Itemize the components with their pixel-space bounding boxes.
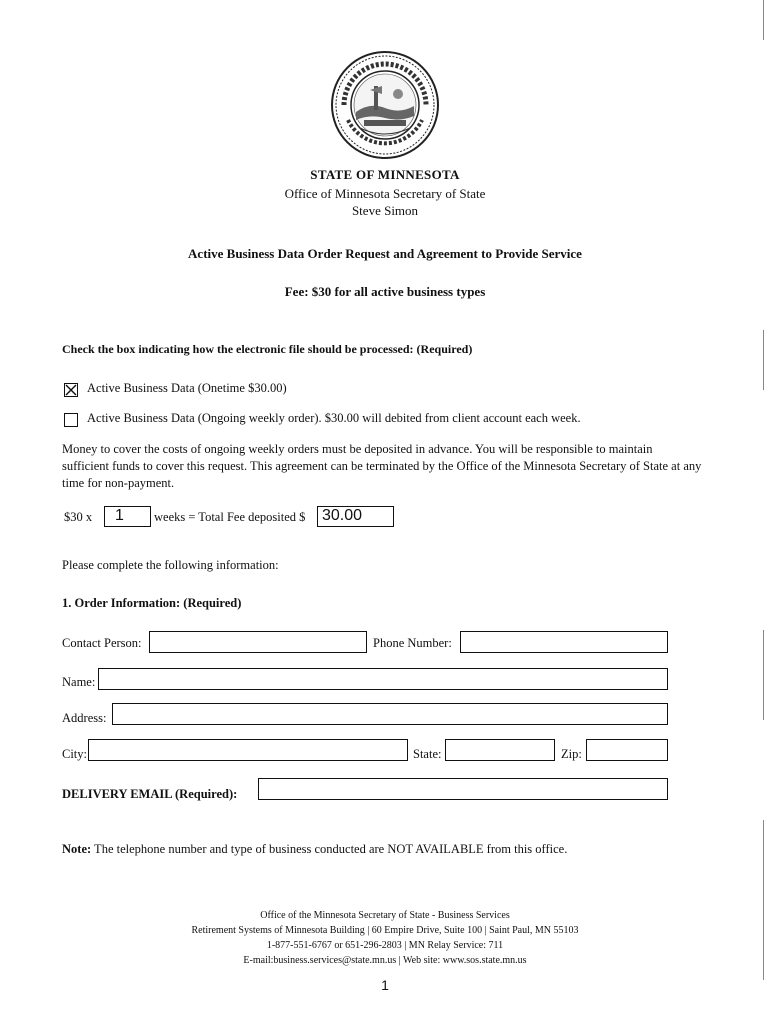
name-input[interactable] <box>98 668 668 690</box>
weeks-value: 1 <box>115 507 124 524</box>
page-number: 1 <box>381 977 389 993</box>
onetime-option-label: Active Business Data (Onetime $30.00) <box>87 381 287 395</box>
ongoing-checkbox[interactable] <box>64 413 78 427</box>
city-label: City: <box>62 747 88 761</box>
delivery-email-input[interactable] <box>258 778 668 800</box>
secretary-name: Steve Simon <box>351 203 419 218</box>
state-label: State: <box>413 747 442 761</box>
address-label: Address: <box>62 711 107 725</box>
zip-label: Zip: <box>561 747 582 761</box>
calc-prefix: $30 x <box>64 510 93 524</box>
weeks-input[interactable] <box>104 506 151 527</box>
ongoing-option-label: Active Business Data (Ongoing weekly order). $30.00 will debited from client account each week. <box>87 411 581 425</box>
order-info-heading: 1. Order Information: (Required) <box>62 596 242 610</box>
footer-address: Retirement Systems of Minnesota Building | 60 Empire Drive, Suite 100 | Saint Paul, MN 55103 <box>191 925 579 936</box>
scan-edge-mark <box>763 0 764 40</box>
scan-edge-mark <box>763 820 764 980</box>
availability-note <box>62 842 567 857</box>
onetime-checkbox[interactable] <box>64 383 78 397</box>
phone-number-input[interactable] <box>460 631 668 653</box>
city-input[interactable] <box>88 739 408 761</box>
scan-edge-mark <box>763 630 764 720</box>
state-name: STATE OF MINNESOTA <box>310 167 460 182</box>
total-fee-value: 30.00 <box>322 507 363 524</box>
form-title: Active Business Data Order Request and Agreement to Provide Service <box>188 246 582 261</box>
total-fee-input[interactable] <box>317 506 394 527</box>
state-seal-emblem <box>330 50 440 160</box>
note-text: The telephone number and type of business conducted are NOT AVAILABLE from this office. <box>91 842 568 856</box>
footer-contact: E-mail:business.services@state.mn.us | Web site: www.sos.state.mn.us <box>243 955 527 966</box>
delivery-email-label: DELIVERY EMAIL (Required): <box>62 787 238 801</box>
office-name: Office of Minnesota Secretary of State <box>284 186 486 201</box>
payment-terms-paragraph: Money to cover the costs of ongoing weekly orders must be deposited in advance. You will be responsible to maintain sufficient funds to cover this request. This agreement can be terminated by the Office of the Minnesota Secretary of State at any time for non-payment. <box>62 442 702 490</box>
footer-office: Office of the Minnesota Secretary of State - Business Services <box>260 910 510 921</box>
zip-input[interactable] <box>586 739 668 761</box>
contact-person-input[interactable] <box>149 631 367 653</box>
check-x-icon <box>65 384 77 396</box>
state-input[interactable] <box>445 739 555 761</box>
footer-phone: 1-877-551-6767 or 651-296-2803 | MN Relay Service: 711 <box>266 940 504 951</box>
complete-prompt: Please complete the following information: <box>62 558 279 572</box>
scan-edge-mark <box>763 330 764 390</box>
fee-line: Fee: $30 for all active business types <box>284 284 486 299</box>
processing-instruction: Check the box indicating how the electronic file should be processed: (Required) <box>62 342 473 356</box>
name-label: Name: <box>62 675 96 689</box>
address-input[interactable] <box>112 703 668 725</box>
calc-middle-text: weeks = Total Fee deposited $ <box>154 510 306 524</box>
contact-person-label: Contact Person: <box>62 636 142 650</box>
phone-number-label: Phone Number: <box>373 636 452 650</box>
note-label: Note: <box>62 842 92 856</box>
